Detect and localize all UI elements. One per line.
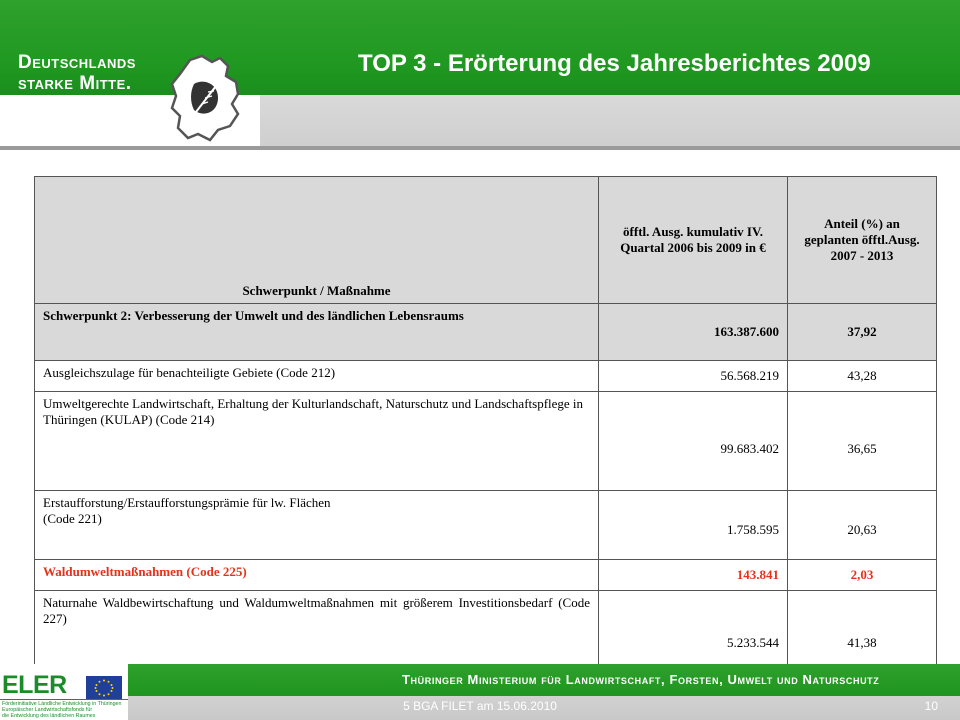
brand-wordmark bbox=[18, 52, 136, 94]
row-value: 56.568.219 bbox=[599, 361, 788, 392]
row-label: Naturnahe Waldbewirtschaftung und Waldumweltmaßnahmen mit größerem Investitionsbedarf (Code 227) bbox=[35, 591, 599, 682]
slide-title: TOP 3 - Erörterung des Jahresberichtes 2009 bbox=[358, 50, 871, 77]
eler-tagline-line-3: die Entwicklung des ländlichen Raumes bbox=[2, 713, 96, 719]
footer-meeting-info: 5 BGA FILET am 15.06.2010 bbox=[403, 699, 557, 713]
eu-flag-icon bbox=[86, 676, 122, 700]
eler-logo-text: ELER bbox=[2, 671, 67, 699]
row-share: 43,28 bbox=[788, 361, 937, 392]
row-label: Schwerpunkt 2: Verbesserung der Umwelt und des ländlichen Lebensraums bbox=[35, 304, 599, 361]
ministry-name: Thüringer Ministerium für Landwirtschaft, Forsten, Umwelt und Naturschutz bbox=[402, 672, 880, 687]
header-band bbox=[0, 0, 960, 95]
row-label bbox=[35, 491, 599, 560]
row-value: 99.683.402 bbox=[599, 392, 788, 491]
eler-tagline-line-2: Europäischer Landwirtschaftsfonds für bbox=[2, 707, 93, 713]
row-label: Ausgleichszulage für benachteiligte Gebiete (Code 212) bbox=[35, 361, 599, 392]
expenditure-table bbox=[34, 176, 937, 682]
header-share-label: Anteil (%) an geplanten öfftl.Ausg. 2007 - 2013 bbox=[804, 216, 920, 263]
header-share bbox=[788, 177, 937, 304]
eler-tagline-line-1: Förderinitiative Ländliche Entwicklung in Thüringen bbox=[2, 701, 122, 707]
row-value: 5.233.544 bbox=[599, 591, 788, 682]
row-label: Umweltgerechte Landwirtschaft, Erhaltung der Kulturlandschaft, Naturschutz und Landschaftspflege in Thüringen (KULAP) (Code 214) bbox=[35, 392, 599, 491]
table-row bbox=[35, 392, 937, 491]
table-header-row bbox=[35, 177, 937, 304]
row-share: 2,03 bbox=[788, 560, 937, 591]
row-share: 37,92 bbox=[788, 304, 937, 361]
thuringia-map-logo-icon bbox=[168, 54, 244, 144]
table-row-highlighted bbox=[35, 560, 937, 591]
brand-line-2: starke Mitte. bbox=[18, 73, 132, 94]
brand-line-1: Deutschlands bbox=[18, 52, 136, 73]
table-row bbox=[35, 491, 937, 560]
row-label-line-1: Erstaufforstung/Erstaufforstungsprämie für lw. Flächen bbox=[43, 495, 331, 510]
table-row bbox=[35, 361, 937, 392]
header-expenditure bbox=[599, 177, 788, 304]
row-value: 1.758.595 bbox=[599, 491, 788, 560]
row-share: 36,65 bbox=[788, 392, 937, 491]
table-row bbox=[35, 304, 937, 361]
row-value: 143.841 bbox=[599, 560, 788, 591]
header-expenditure-label: öfftl. Ausg. kumulativ IV. Quartal 2006 bis 2009 in € bbox=[620, 224, 766, 255]
row-value: 163.387.600 bbox=[599, 304, 788, 361]
row-label-line-2: (Code 221) bbox=[43, 511, 102, 526]
page-number: 10 bbox=[924, 699, 938, 713]
row-share: 20,63 bbox=[788, 491, 937, 560]
header-divider bbox=[0, 146, 960, 150]
row-share: 41,38 bbox=[788, 591, 937, 682]
header-measure: Schwerpunkt / Maßnahme bbox=[35, 177, 599, 304]
row-label: Waldumweltmaßnahmen (Code 225) bbox=[35, 560, 599, 591]
